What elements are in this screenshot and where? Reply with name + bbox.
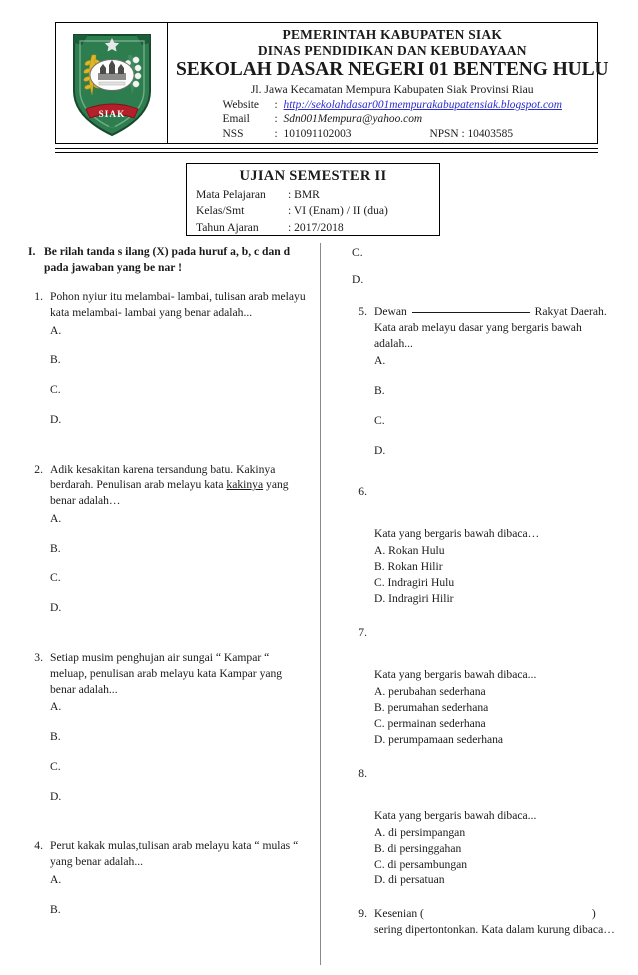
npsn-value: NPSN : 10403585: [429, 127, 514, 140]
question-4-options-continued: [352, 246, 622, 286]
option-a[interactable]: A.: [50, 872, 62, 886]
option-list: [374, 353, 622, 458]
email-separator: :: [274, 113, 278, 126]
letterhead: [55, 22, 609, 144]
exam-row-year: [187, 220, 439, 236]
spacer: [352, 286, 622, 304]
column-divider: [320, 243, 321, 965]
option-d[interactable]: D. di persatuan: [374, 873, 445, 887]
header-double-rule: [55, 148, 598, 153]
website-link[interactable]: http://sekolahdasar001mempurakabupatensiak.blogspot.com: [283, 98, 562, 111]
spacer: [352, 888, 622, 906]
nss-label: NSS: [222, 127, 244, 140]
option-b[interactable]: B.: [50, 353, 61, 367]
question-text-part-a: Adik kesakitan karena tersandung batu. Kakinya berdarah. Penulisan arab melayu kata: [50, 462, 276, 492]
option-d[interactable]: D. perumpamaan sederhana: [374, 732, 504, 746]
option-b[interactable]: B. di persinggahan: [374, 841, 462, 855]
option-a[interactable]: A. di persimpangan: [374, 825, 466, 839]
option-list: [50, 511, 308, 616]
option-b[interactable]: B. perumahan sederhana: [374, 700, 489, 714]
website-separator: :: [274, 98, 278, 111]
class-value: : VI (Enam) / II (dua): [288, 204, 388, 218]
email-label: Email: [222, 113, 250, 126]
contact-block: [223, 98, 562, 142]
school-name: SEKOLAH DASAR NEGERI 01 BENTENG HULU: [176, 59, 609, 81]
question-column-left: [28, 244, 308, 917]
option-list: [374, 543, 622, 607]
question-text-part-b: Rakyat Daerah. Kata arab melayu dasar yang bergaris bawah adalah...: [374, 305, 607, 350]
question-underlined-word: kakinya: [226, 478, 264, 492]
option-c[interactable]: C.: [50, 759, 61, 773]
option-a[interactable]: A.: [50, 511, 62, 525]
exam-row-subject: [187, 187, 439, 203]
question-6: [352, 484, 622, 607]
question-number: 3.: [34, 651, 43, 665]
option-c[interactable]: C. Indragiri Hulu: [374, 576, 455, 590]
option-c[interactable]: C.: [50, 571, 61, 585]
question-number: 5.: [358, 305, 367, 318]
question-prompt: Kata yang bergaris bawah dibaca…: [374, 527, 540, 541]
spacer: [352, 458, 622, 484]
arabic-script-image-placeholder: [374, 484, 622, 526]
question-1: [28, 289, 308, 428]
option-d[interactable]: D.: [374, 443, 386, 457]
question-number: 1.: [34, 290, 43, 304]
option-b[interactable]: B.: [374, 384, 385, 398]
question-number: 6.: [358, 485, 367, 499]
letterhead-text: [168, 23, 615, 143]
option-d[interactable]: D.: [50, 412, 62, 426]
spacer: [28, 804, 308, 838]
year-label: Tahun Ajaran: [196, 220, 259, 234]
subject-label: Mata Pelajaran: [196, 188, 266, 201]
question-text: [50, 462, 308, 509]
year-value: : 2017/2018: [288, 220, 344, 234]
question-4: [28, 838, 308, 917]
option-list: [374, 825, 622, 889]
question-5: [352, 304, 622, 458]
svg-text:SIAK: SIAK: [98, 108, 125, 119]
question-2: [28, 462, 308, 616]
question-text-line1: [374, 906, 622, 922]
crest-cell: [56, 23, 168, 143]
exam-info-box: [186, 163, 440, 236]
question-text-line2: sering dipertontonkan. Kata dalam kurung dibaca…: [374, 923, 615, 937]
nss-separator: :: [274, 127, 278, 140]
question-number: 9.: [358, 907, 367, 921]
siak-regency-crest-icon: [66, 29, 158, 139]
question-number: 7.: [358, 626, 367, 640]
email-row: [223, 112, 562, 127]
option-b[interactable]: B.: [50, 541, 61, 555]
option-a[interactable]: A.: [50, 323, 62, 337]
option-c[interactable]: C.: [50, 383, 61, 397]
option-d[interactable]: D.: [50, 789, 62, 803]
email-value: Sdn001Mempura@yahoo.com: [283, 113, 423, 126]
option-a[interactable]: A. perubahan sederhana: [374, 684, 486, 698]
question-3: [28, 650, 308, 804]
option-list: [50, 872, 308, 918]
option-a[interactable]: A.: [374, 354, 386, 368]
fill-in-blank[interactable]: [412, 312, 530, 313]
option-b[interactable]: B.: [50, 902, 61, 916]
option-d[interactable]: D. Indragiri Hilir: [374, 592, 454, 606]
nss-row: [223, 127, 562, 142]
question-prompt: Kata yang bergaris bawah dibaca...: [374, 668, 537, 682]
option-a[interactable]: A.: [50, 700, 62, 714]
spacer: [352, 607, 622, 625]
instruction-text: Be rilah tanda s ilang (X) pada huruf a, b, c dan d pada jawaban yang be nar !: [44, 245, 291, 274]
question-8: [352, 766, 622, 889]
arabic-script-image-placeholder: [374, 625, 622, 667]
option-c[interactable]: C. di persambungan: [374, 857, 468, 871]
question-9: [352, 906, 622, 938]
option-list: [50, 323, 308, 428]
question-text: Perut kakak mulas,tulisan arab melayu kata “ mulas “ yang benar adalah...: [50, 839, 299, 869]
exam-row-class: [187, 203, 439, 219]
arabic-script-image-placeholder: [374, 766, 622, 808]
spacer: [352, 748, 622, 766]
option-a[interactable]: A. Rokan Hulu: [374, 544, 445, 558]
option-b[interactable]: B. Rokan Hilir: [374, 560, 443, 574]
option-list: [50, 699, 308, 804]
question-text-part-b: yang benar adalah…: [50, 478, 289, 508]
question-text-part-a: Dewan: [374, 305, 410, 318]
class-label: Kelas/Smt: [196, 204, 245, 218]
option-c[interactable]: C. permainan sederhana: [374, 716, 486, 730]
section-roman-numeral: I.: [28, 245, 36, 258]
question-text: Setiap musim penghujan air sungai “ Kampar “ meluap, penulisan arab melayu kata Kampar yang benar adalah...: [50, 651, 283, 696]
question-prompt: Kata yang bergaris bawah dibaca...: [374, 808, 537, 822]
spacer: [351, 127, 429, 142]
subject-value: : BMR: [288, 188, 320, 201]
website-row: [223, 98, 562, 113]
question-text-part-a: Kesenian (: [374, 907, 424, 921]
question-text: [374, 304, 622, 351]
question-text-part-b: ): [591, 907, 596, 921]
option-d[interactable]: D.: [352, 273, 364, 286]
option-b[interactable]: B.: [50, 730, 61, 744]
question-number: 2.: [34, 462, 43, 476]
question-text: Pohon nyiur itu melambai- lambai, tulisan arab melayu kata melambai- lambai yang benar adalah...: [50, 290, 306, 319]
exam-title: UJIAN SEMESTER II: [239, 168, 387, 184]
option-c[interactable]: C.: [352, 246, 363, 259]
department-line: DINAS PENDIDIKAN DAN KEBUDAYAAN: [257, 43, 527, 59]
option-c[interactable]: C.: [374, 413, 385, 427]
nss-value: 101091102003: [283, 127, 352, 140]
option-list: [374, 684, 622, 748]
question-7: [352, 625, 622, 748]
instruction-section-i: [28, 244, 308, 275]
question-number: 8.: [358, 766, 367, 780]
option-d[interactable]: D.: [50, 601, 62, 615]
spacer: [28, 616, 308, 650]
question-column-right: [352, 244, 622, 938]
govt-line: PEMERINTAH KABUPATEN SIAK: [282, 27, 503, 42]
question-number: 4.: [34, 839, 43, 853]
website-label: Website: [222, 98, 259, 111]
school-address: Jl. Jawa Kecamatan Mempura Kabupaten Siak Provinsi Riau: [250, 82, 534, 96]
spacer: [28, 428, 308, 462]
